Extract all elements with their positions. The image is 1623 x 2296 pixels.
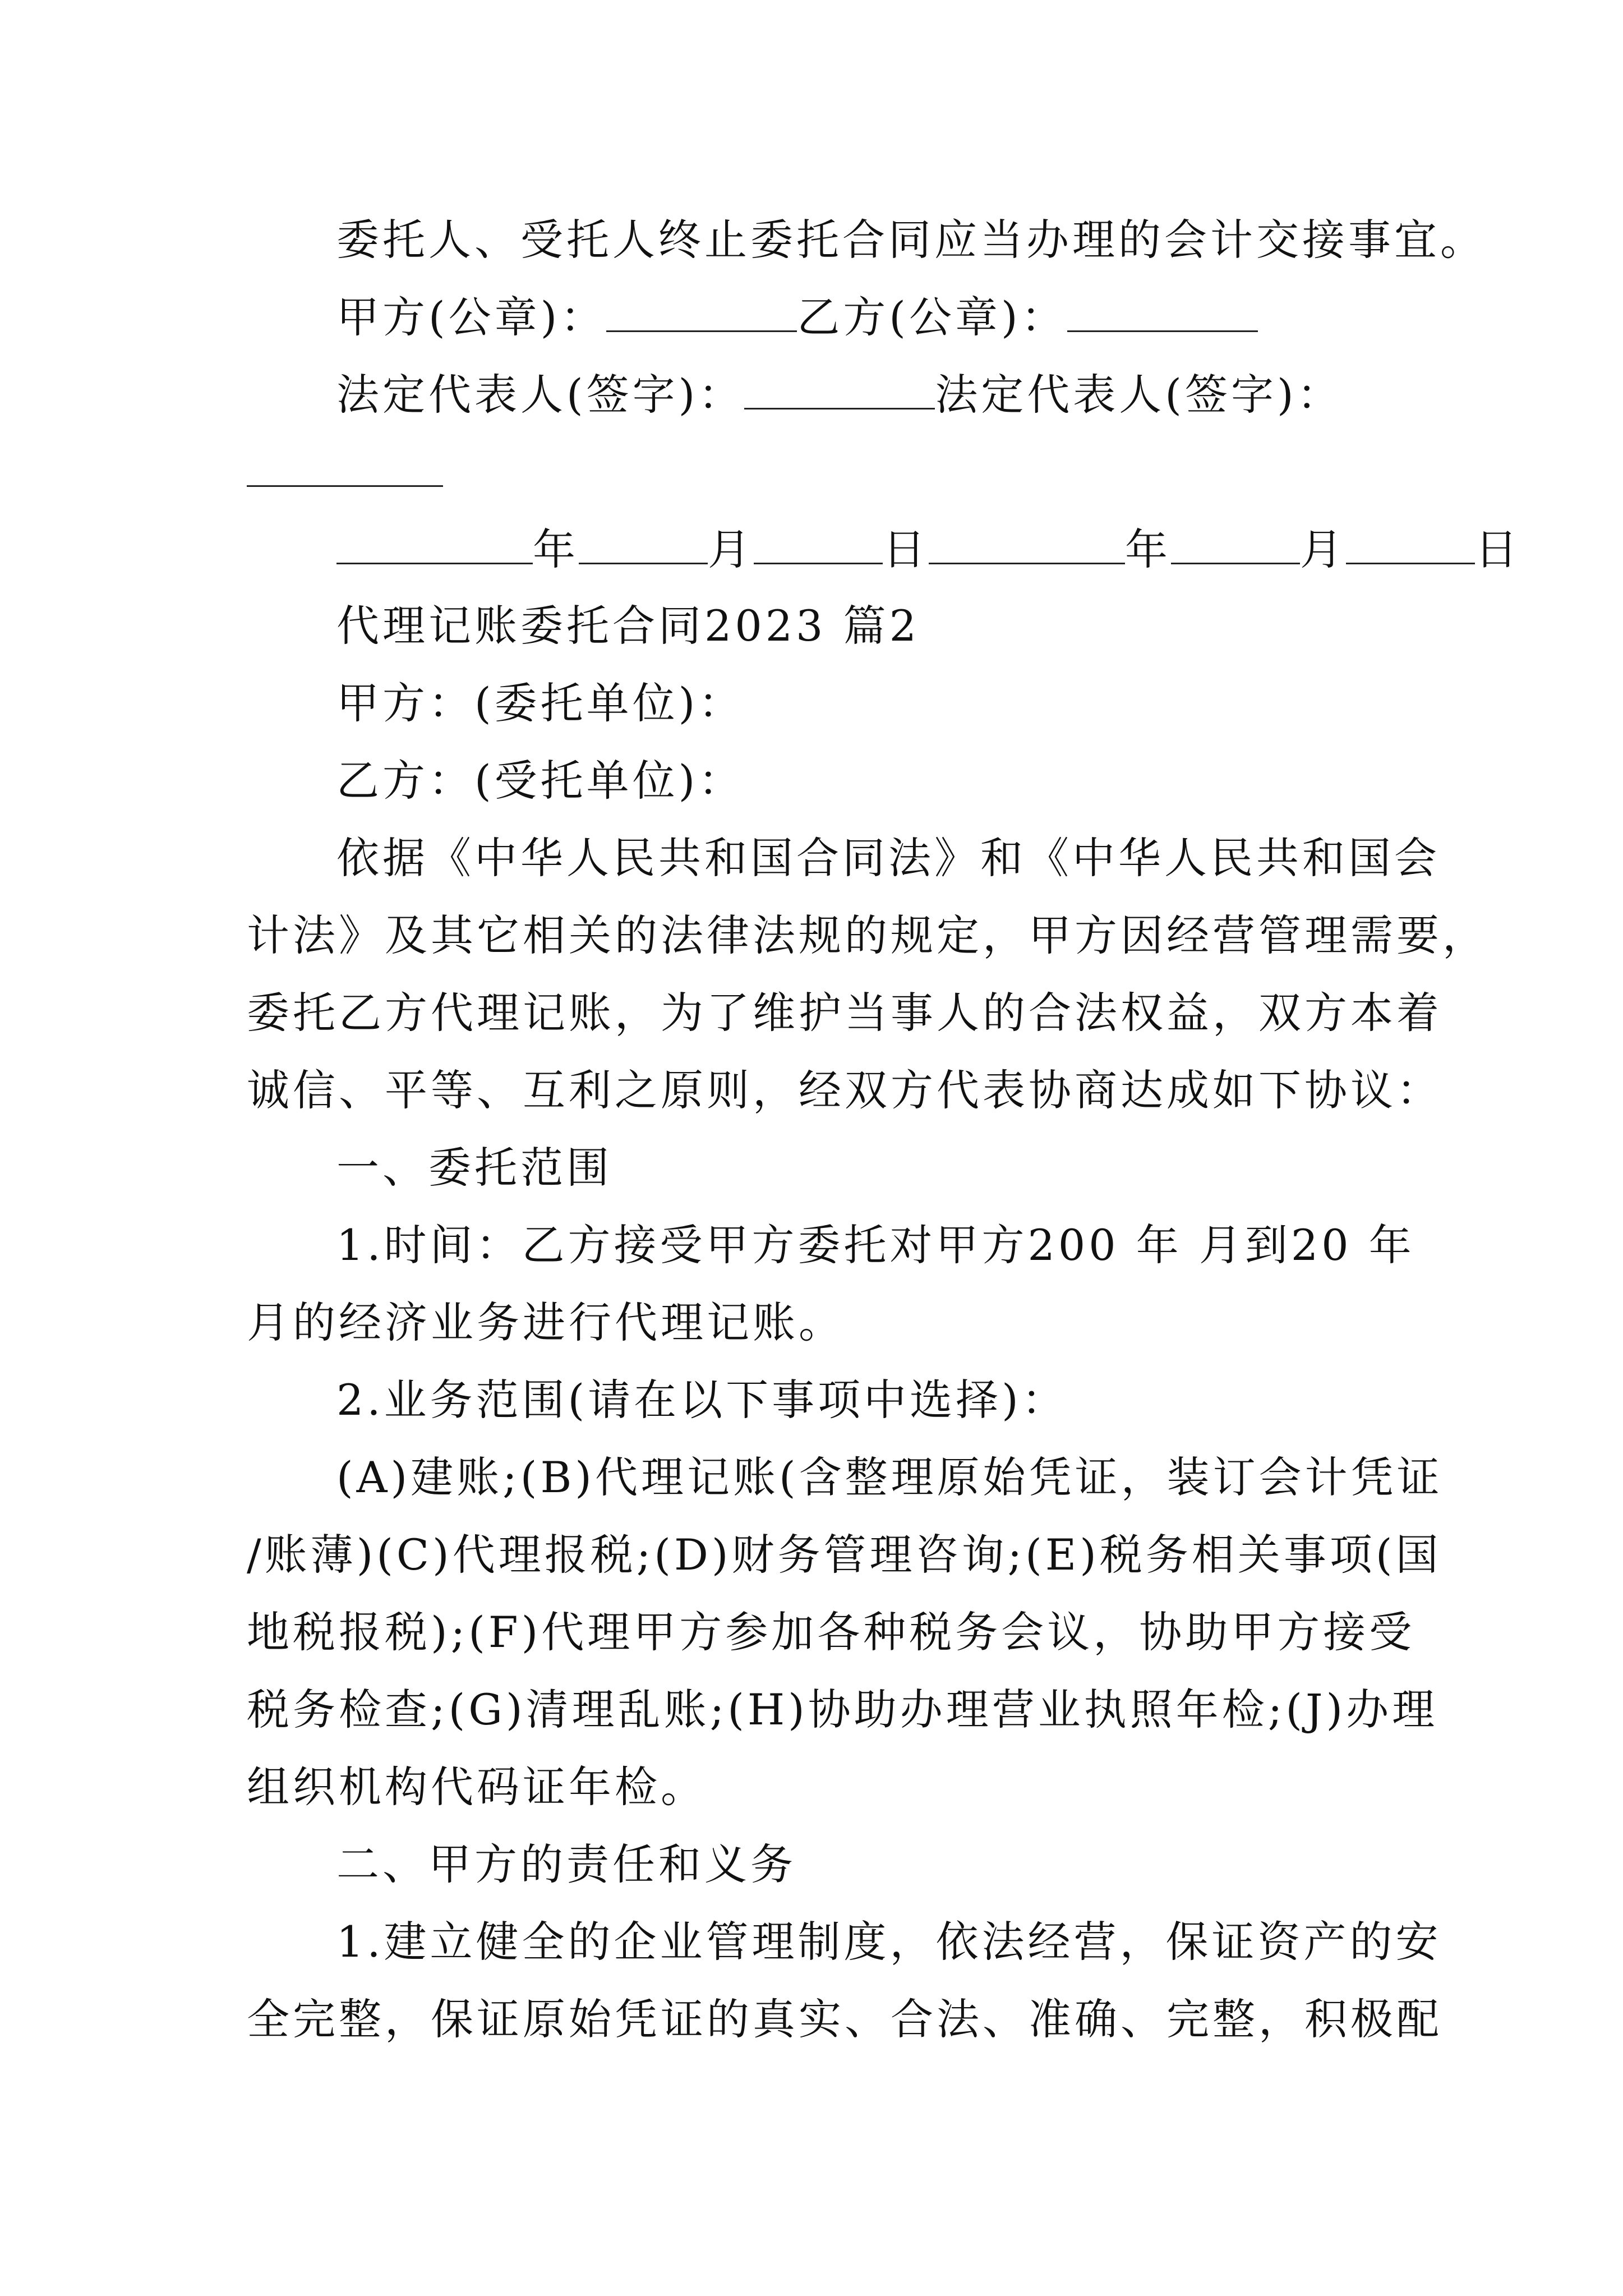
paragraph-line	[247, 909, 1488, 963]
heading-duties: 二、甲方的责任和义务	[336, 1839, 796, 1889]
month-blank-b	[1171, 528, 1300, 564]
day-blank-a	[754, 528, 883, 564]
text: 计法》及其它相关的法律法规的规定，甲方因经营管理需要，	[247, 910, 1488, 960]
paragraph-line	[336, 1373, 1068, 1427]
text: 1.建立健全的企业管理制度，依法经营，保证资产的安	[336, 1917, 1442, 1967]
paragraph-line	[336, 213, 1486, 267]
paragraph-line	[336, 1451, 1443, 1504]
month-label: 月	[708, 524, 754, 574]
text: 委托乙方代理记账，为了维护当事人的合法权益，双方本着	[247, 988, 1442, 1038]
date-line	[336, 523, 1521, 577]
party-a-seal-blank	[606, 296, 797, 332]
month-label: 月	[1300, 524, 1346, 574]
paragraph-line	[336, 1218, 1415, 1272]
year-label: 年	[1125, 524, 1171, 574]
text: 地税报税);(F)代理甲方参加各种税务会议，协助甲方接受	[247, 1607, 1415, 1657]
contract-title: 代理记账委托合同2023 篇2	[336, 601, 920, 651]
month-blank-a	[579, 528, 708, 564]
day-label: 日	[1475, 524, 1521, 574]
party-a-rep-label: 法定代表人(签字)：	[336, 370, 745, 420]
paragraph-line	[336, 831, 1440, 885]
text: 全完整，保证原始凭证的真实、合法、准确、完整，积极配	[247, 1994, 1442, 2044]
paragraph-line	[247, 1760, 707, 1814]
section-heading	[336, 1838, 796, 1892]
paragraph-line	[247, 1064, 1442, 1117]
year-label: 年	[533, 524, 579, 574]
heading-scope: 一、委托范围	[336, 1143, 612, 1193]
party-a-rep-blank	[744, 373, 935, 409]
paragraph-line	[247, 986, 1442, 1040]
text: 委托人、受托人终止委托合同应当办理的会计交接事宜。	[336, 215, 1486, 265]
signature-line	[336, 368, 1343, 422]
text: 依据《中华人民共和国合同法》和《中华人民共和国会	[336, 833, 1440, 883]
paragraph-line	[247, 1683, 1438, 1737]
party-b-seal-blank	[1067, 296, 1258, 332]
text: 税务检查;(G)清理乱账;(H)协助办理营业执照年检;(J)办理	[247, 1685, 1438, 1734]
text: 组织机构代码证年检。	[247, 1762, 707, 1812]
section-heading	[336, 599, 920, 653]
party-b-line	[336, 754, 744, 808]
section-heading	[336, 1141, 612, 1195]
year-blank-b	[929, 528, 1125, 564]
paragraph-line	[247, 1528, 1442, 1582]
day-blank-b	[1346, 528, 1475, 564]
party-b-rep-blank	[247, 450, 443, 487]
paragraph-line	[247, 1605, 1415, 1659]
party-b-label: 乙方：(受托单位)：	[336, 756, 745, 806]
day-label: 日	[883, 524, 929, 574]
text: 月的经济业务进行代理记账。	[247, 1297, 845, 1347]
party-a-line	[336, 677, 744, 730]
text: /账薄)(C)代理报税;(D)财务管理咨询;(E)税务相关事项(国	[247, 1530, 1442, 1580]
signature-blank-line	[247, 445, 443, 499]
text: 诚信、平等、互利之原则，经双方代表协商达成如下协议：	[247, 1065, 1442, 1115]
party-a-label: 甲方：(委托单位)：	[336, 678, 745, 728]
text: (A)建账;(B)代理记账(含整理原始凭证，装订会计凭证	[336, 1452, 1443, 1502]
text: 2.业务范围(请在以下事项中选择)：	[336, 1375, 1068, 1425]
year-blank-a	[336, 528, 533, 564]
party-b-seal-label: 乙方(公章)：	[797, 292, 1067, 342]
seal-line	[336, 291, 1258, 344]
text: 1.时间：乙方接受甲方委托对甲方200 年 月到20 年	[336, 1220, 1415, 1270]
party-b-rep-label: 法定代表人(签字)：	[935, 370, 1343, 420]
paragraph-line	[336, 1915, 1442, 1969]
paragraph-line	[247, 1296, 845, 1350]
paragraph-line	[247, 1993, 1442, 2046]
party-a-seal-label: 甲方(公章)：	[336, 292, 607, 342]
